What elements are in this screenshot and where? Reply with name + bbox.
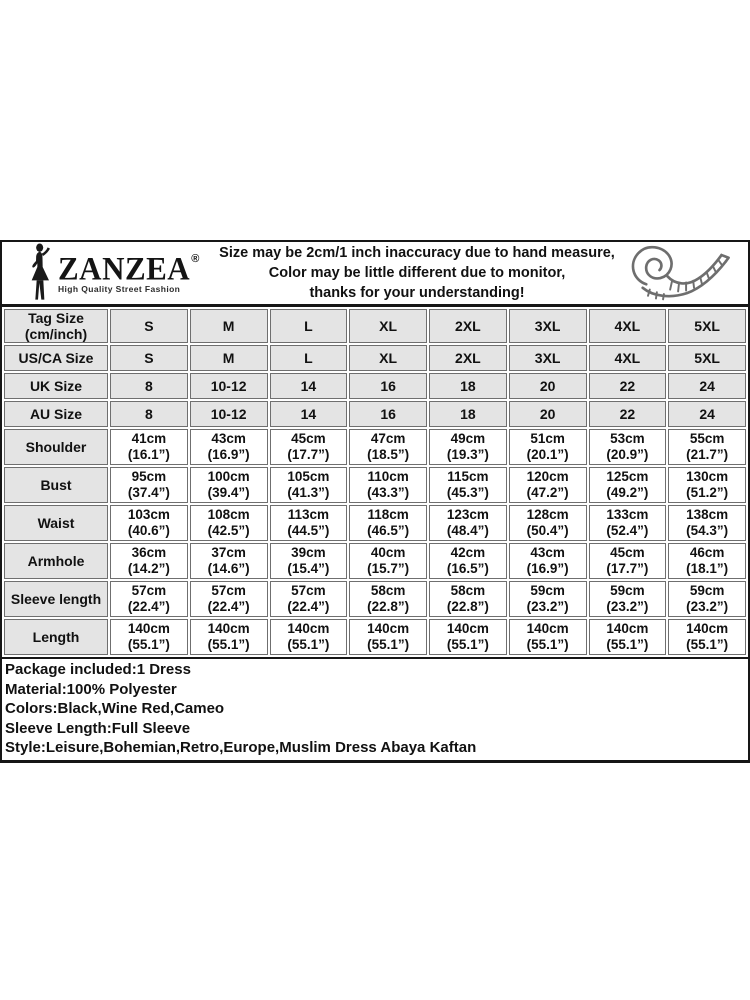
size-table <box>2 307 748 657</box>
size-cell: XL <box>349 345 427 371</box>
measure-cell: 58cm (22.8”) <box>349 581 427 617</box>
measure-cell: 110cm (43.3”) <box>349 467 427 503</box>
detail-line-style: Style:Leisure,Bohemian,Retro,Europe,Muslim Dress Abaya Kaftan <box>5 739 477 756</box>
table-row <box>4 401 746 427</box>
size-cell: M <box>190 309 268 343</box>
measure-cell: 140cm (55.1”) <box>110 619 188 655</box>
row-label: Shoulder <box>4 429 108 465</box>
size-cell: L <box>270 309 348 343</box>
measure-cell: 53cm (20.9”) <box>589 429 667 465</box>
size-cell: 22 <box>589 401 667 427</box>
size-cell: 18 <box>429 401 507 427</box>
brand-logo <box>24 243 214 303</box>
measure-cell: 59cm (23.2”) <box>509 581 587 617</box>
table-row <box>4 373 746 399</box>
measure-cell: 51cm (20.1”) <box>509 429 587 465</box>
size-cell: 14 <box>270 401 348 427</box>
measure-cell: 133cm (52.4”) <box>589 505 667 541</box>
measure-cell: 130cm (51.2”) <box>668 467 746 503</box>
measure-cell: 120cm (47.2”) <box>509 467 587 503</box>
size-chart-sheet <box>0 240 750 763</box>
size-cell: M <box>190 345 268 371</box>
measure-cell: 140cm (55.1”) <box>190 619 268 655</box>
measure-cell: 95cm (37.4”) <box>110 467 188 503</box>
measure-cell: 140cm (55.1”) <box>668 619 746 655</box>
table-row <box>4 581 746 617</box>
size-cell: 20 <box>509 373 587 399</box>
disclaimer-line: Size may be 2cm/1 inch inaccuracy due to hand measure, <box>219 245 615 261</box>
brand-text <box>58 250 200 294</box>
size-cell: 8 <box>110 373 188 399</box>
measure-cell: 47cm (18.5”) <box>349 429 427 465</box>
table-row <box>4 543 746 579</box>
detail-line-package: Package included:1 Dress <box>5 661 191 678</box>
measure-cell: 45cm (17.7”) <box>270 429 348 465</box>
product-details <box>2 657 748 760</box>
brand-name: ZANZEA <box>58 250 191 287</box>
size-cell: 16 <box>349 373 427 399</box>
size-cell: L <box>270 345 348 371</box>
size-cell: 24 <box>668 401 746 427</box>
woman-silhouette-icon <box>24 243 54 303</box>
size-cell: 4XL <box>589 309 667 343</box>
size-cell: 5XL <box>668 345 746 371</box>
row-label: Sleeve length <box>4 581 108 617</box>
measure-cell: 140cm (55.1”) <box>589 619 667 655</box>
row-label: UK Size <box>4 373 108 399</box>
measure-cell: 140cm (55.1”) <box>429 619 507 655</box>
table-row <box>4 309 746 343</box>
size-cell: 24 <box>668 373 746 399</box>
brand-tagline: High Quality Street Fashion <box>58 283 181 294</box>
table-row <box>4 467 746 503</box>
detail-line-colors: Colors:Black,Wine Red,Cameo <box>5 700 225 717</box>
size-cell: 22 <box>589 373 667 399</box>
size-cell: 10-12 <box>190 373 268 399</box>
size-cell: S <box>110 345 188 371</box>
measure-cell: 100cm (39.4”) <box>190 467 268 503</box>
size-cell: S <box>110 309 188 343</box>
size-cell: 4XL <box>589 345 667 371</box>
row-label: AU Size <box>4 401 108 427</box>
measure-cell: 57cm (22.4”) <box>190 581 268 617</box>
measure-cell: 140cm (55.1”) <box>349 619 427 655</box>
size-cell: 2XL <box>429 345 507 371</box>
measure-cell: 118cm (46.5”) <box>349 505 427 541</box>
size-table-body <box>4 309 746 655</box>
measure-cell: 59cm (23.2”) <box>668 581 746 617</box>
size-cell: 10-12 <box>190 401 268 427</box>
size-cell: 3XL <box>509 309 587 343</box>
measure-cell: 57cm (22.4”) <box>270 581 348 617</box>
measure-cell: 140cm (55.1”) <box>509 619 587 655</box>
measure-cell: 108cm (42.5”) <box>190 505 268 541</box>
row-label: US/CA Size <box>4 345 108 371</box>
table-row <box>4 345 746 371</box>
measure-cell: 115cm (45.3”) <box>429 467 507 503</box>
detail-line-material: Material:100% Polyester <box>5 680 177 698</box>
measuring-tape-icon <box>620 240 738 307</box>
measure-cell: 125cm (49.2”) <box>589 467 667 503</box>
measure-cell: 105cm (41.3”) <box>270 467 348 503</box>
measure-cell: 46cm (18.1”) <box>668 543 746 579</box>
measure-disclaimer <box>214 243 620 303</box>
disclaimer-line: thanks for your understanding! <box>309 285 525 301</box>
size-cell: 2XL <box>429 309 507 343</box>
size-cell: 3XL <box>509 345 587 371</box>
size-cell: 14 <box>270 373 348 399</box>
measure-cell: 57cm (22.4”) <box>110 581 188 617</box>
measure-cell: 140cm (55.1”) <box>270 619 348 655</box>
measure-cell: 43cm (16.9”) <box>190 429 268 465</box>
header-band <box>2 242 748 307</box>
measure-cell: 40cm (15.7”) <box>349 543 427 579</box>
table-row <box>4 429 746 465</box>
registered-mark: ® <box>191 252 200 265</box>
measure-cell: 42cm (16.5”) <box>429 543 507 579</box>
measure-cell: 36cm (14.2”) <box>110 543 188 579</box>
detail-line-sleeve: Sleeve Length:Full Sleeve <box>5 719 191 737</box>
row-label: Tag Size (cm/inch) <box>4 309 108 343</box>
measure-cell: 138cm (54.3”) <box>668 505 746 541</box>
size-cell: 8 <box>110 401 188 427</box>
table-row <box>4 619 746 655</box>
disclaimer-line: Color may be little different due to monitor, <box>268 265 566 281</box>
row-label: Armhole <box>4 543 108 579</box>
row-label: Waist <box>4 505 108 541</box>
measure-cell: 103cm (40.6”) <box>110 505 188 541</box>
measure-cell: 113cm (44.5”) <box>270 505 348 541</box>
measure-cell: 128cm (50.4”) <box>509 505 587 541</box>
measure-cell: 58cm (22.8”) <box>429 581 507 617</box>
measure-cell: 41cm (16.1”) <box>110 429 188 465</box>
measure-cell: 59cm (23.2”) <box>589 581 667 617</box>
size-cell: 20 <box>509 401 587 427</box>
size-cell: 5XL <box>668 309 746 343</box>
measure-cell: 43cm (16.9”) <box>509 543 587 579</box>
size-cell: 16 <box>349 401 427 427</box>
measure-cell: 45cm (17.7”) <box>589 543 667 579</box>
measure-cell: 123cm (48.4”) <box>429 505 507 541</box>
measure-cell: 55cm (21.7”) <box>668 429 746 465</box>
measure-cell: 39cm (15.4”) <box>270 543 348 579</box>
measure-cell: 49cm (19.3”) <box>429 429 507 465</box>
row-label: Length <box>4 619 108 655</box>
size-cell: XL <box>349 309 427 343</box>
measure-cell: 37cm (14.6”) <box>190 543 268 579</box>
row-label: Bust <box>4 467 108 503</box>
table-row <box>4 505 746 541</box>
size-cell: 18 <box>429 373 507 399</box>
